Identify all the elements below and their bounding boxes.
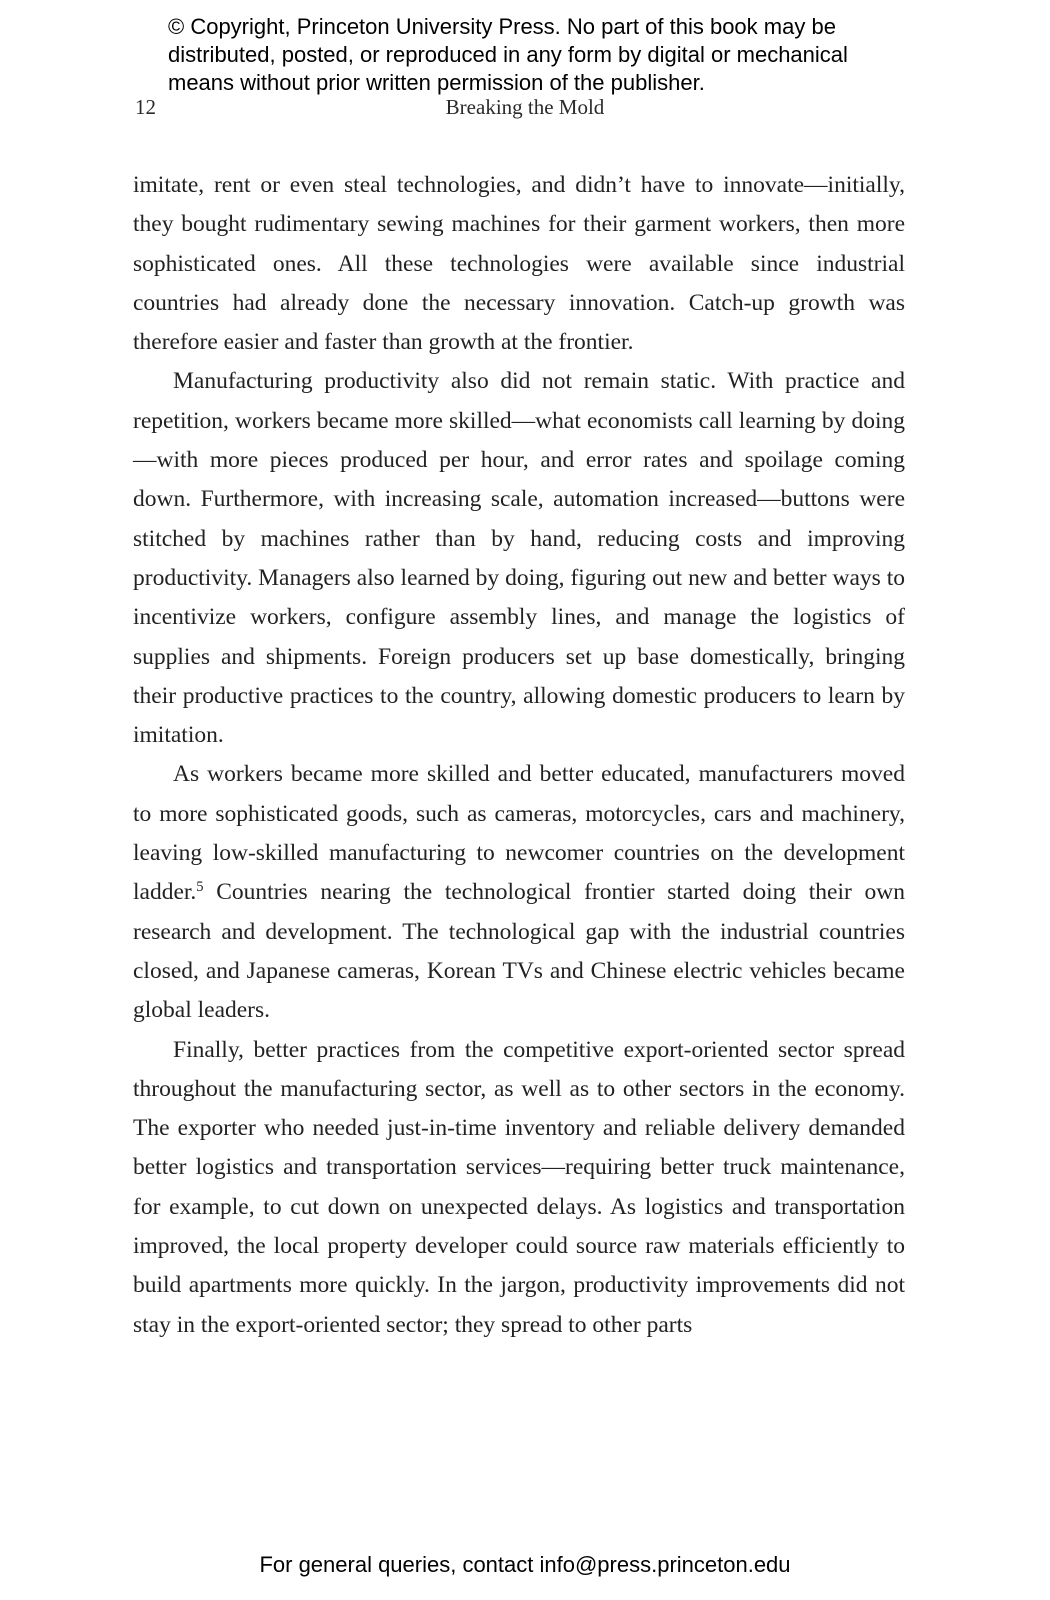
copyright-line-2: distributed, posted, or reproduced in any form by digital or mechanical [168, 42, 848, 67]
paragraph-text: Countries nearing the technological frontier started doing their own research and development. The technological gap with the industrial countries closed, and Japanese cameras, Korean TVs and Chinese electric vehicles became global leaders. [133, 879, 905, 1024]
contact-info-line: For general queries, contact info@press.princeton.edu [259, 1552, 791, 1577]
paragraph-with-footnote [133, 755, 905, 1030]
paragraph-continuation: imitate, rent or even steal technologies, and didn’t have to innovate—initially, they bought rudimentary sewing machines for their garment workers, then more sophisticated ones. All these technologies were available since industrial countries had already done the necessary innovation. Catch-up growth was therefore easier and faster than growth at the frontier. [133, 172, 905, 356]
page-footer [0, 1552, 1050, 1578]
page-header [133, 95, 917, 123]
copyright-notice [168, 13, 848, 97]
copyright-line-3: means without prior written permission of the publisher. [168, 70, 705, 95]
running-head-title: Breaking the Mold [445, 95, 605, 119]
footnote-marker: 5 [196, 879, 204, 896]
paragraph: Finally, better practices from the competitive export-oriented sector spread throughout the manufacturing sector, as well as to other sectors in the economy. The exporter who needed just-in-time inventory and reliable delivery demanded better logistics and transportation services—requiring better truck maintenance, for example, to cut down on unexpected delays. As logistics and transportation improved, the local property developer could source raw materials efficiently to build apartments more quickly. In the jargon, productivity improvements did not stay in the export-oriented sector; they spread to other parts [133, 1036, 905, 1338]
copyright-line-1: © Copyright, Princeton University Press. No part of this book may be [168, 14, 836, 39]
paragraph-text: As workers became more skilled and better educated, manufacturers moved to more sophisticated goods, such as cameras, motorcycles, cars and machinery, leaving low-skilled manufacturing to newcomer countries on the development ladder. [133, 761, 905, 906]
body-text-block [133, 166, 905, 1345]
paragraph: Manufacturing productivity also did not remain static. With practice and repetition, workers became more skilled—what economists call learning by doing—with more pieces produced per hour, and error rates and spoilage coming down. Furthermore, with increasing scale, automation increased—buttons were stitched by machines rather than by hand, reducing costs and improving productivity. Managers also learned by doing, figuring out new and better ways to incentivize workers, configure assembly lines, and manage the logistics of supplies and shipments. Foreign producers set up base domestically, bringing their productive practices to the country, allowing domestic producers to learn by imitation. [133, 368, 905, 749]
page-number: 12 [135, 95, 156, 119]
